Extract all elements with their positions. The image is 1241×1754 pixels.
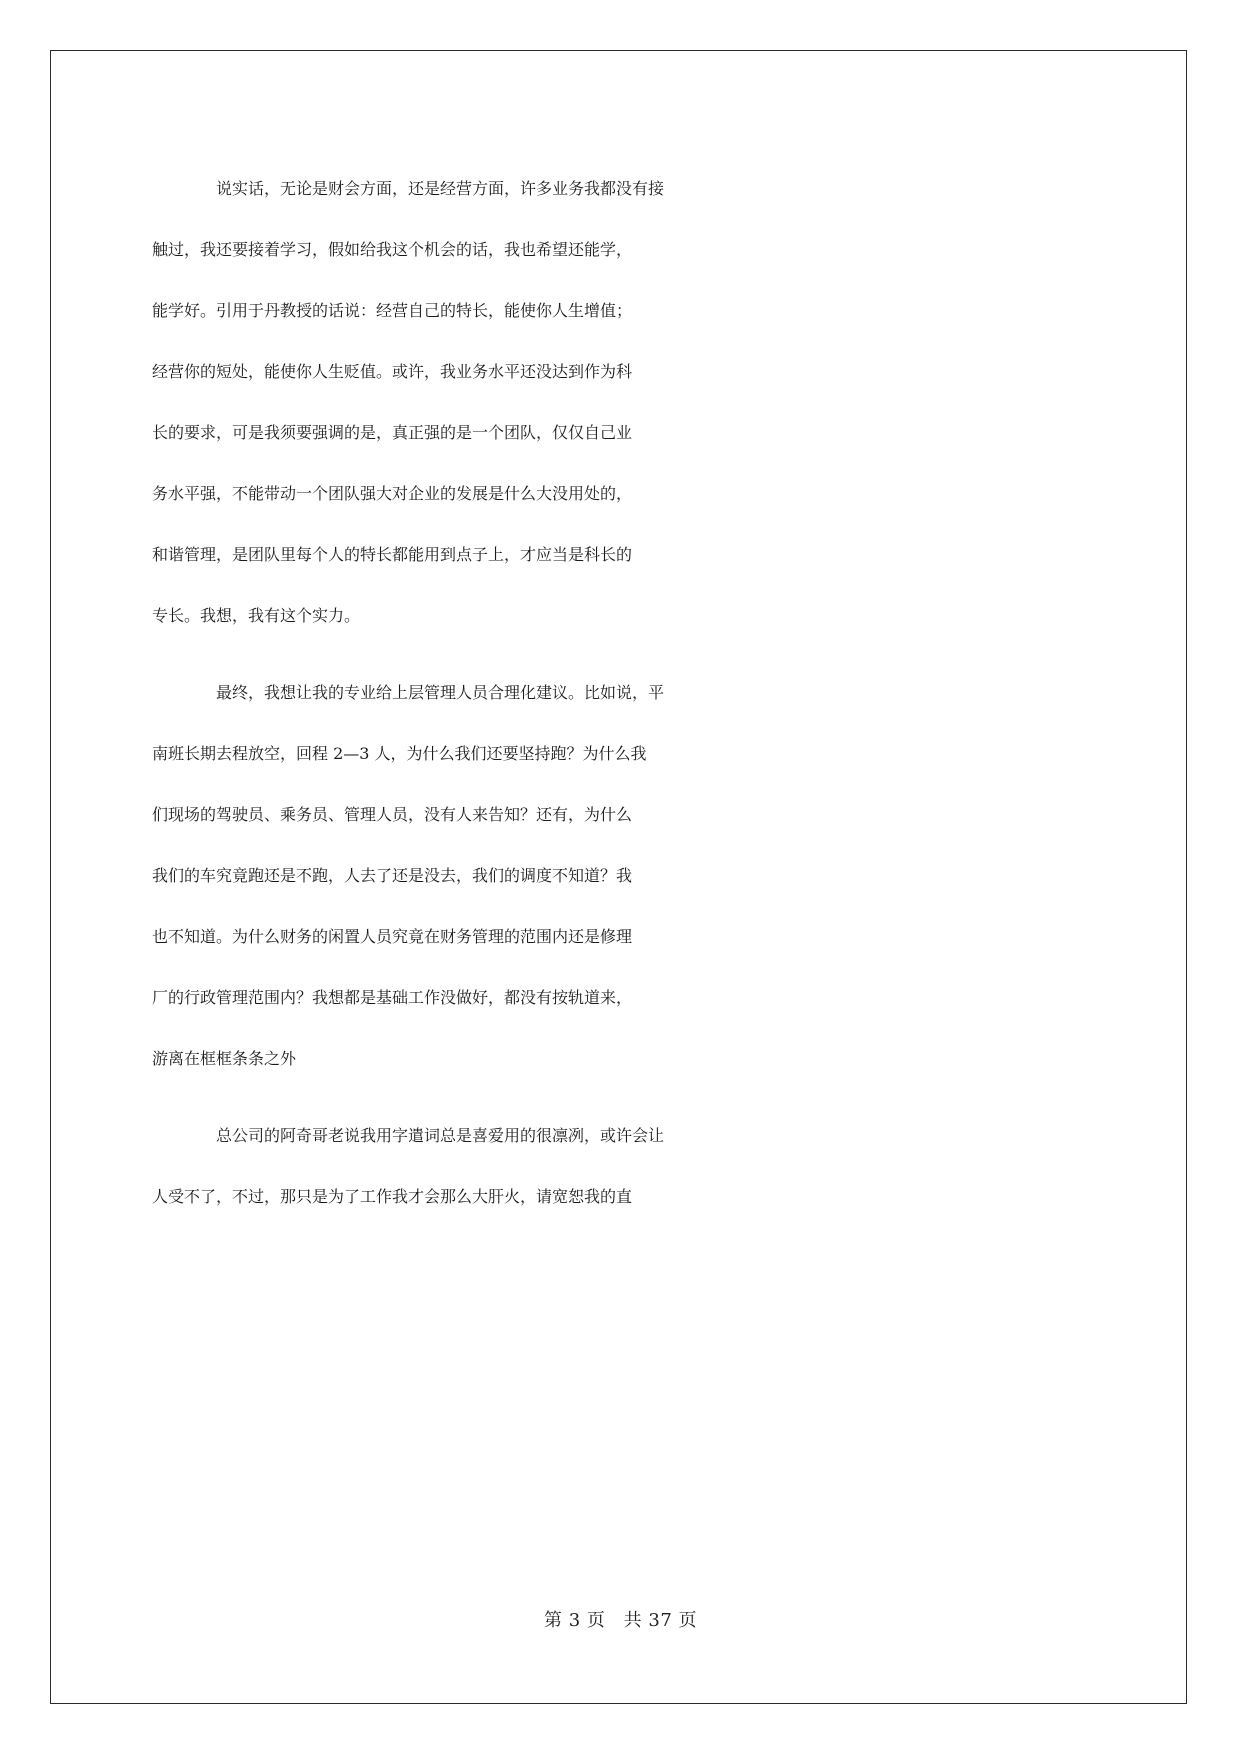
paragraph-gap bbox=[152, 646, 1092, 662]
text-line: 最终，我想让我的专业给上层管理人员合理化建议。比如说，平 bbox=[216, 683, 665, 702]
page-total: 共 37 页 bbox=[623, 1610, 697, 1631]
text-line: 厂的行政管理范围内？我想都是基础工作没做好，都没有按轨道来， bbox=[152, 988, 633, 1007]
text-line: 能学好。引用于丹教授的话说：经营自己的特长，能使你人生增值； bbox=[152, 301, 633, 320]
text-line: 人受不了，不过，那只是为了工作我才会那么大肝火，请宽恕我的直 bbox=[152, 1187, 633, 1206]
text-line: 长的要求，可是我须要强调的是，真正强的是一个团队，仅仅自己业 bbox=[152, 423, 633, 442]
text-line: 经营你的短处，能使你人生贬值。或许，我业务水平还没达到作为科 bbox=[152, 362, 633, 381]
text-line: 专长。我想，我有这个实力。 bbox=[152, 606, 361, 625]
paragraph-gap bbox=[152, 1089, 1092, 1105]
text-line: 们现场的驾驶员、乘务员、管理人员，没有人来告知？还有，为什么 bbox=[152, 805, 633, 824]
text-line: 务水平强，不能带动一个团队强大对企业的发展是什么大没用处的， bbox=[152, 484, 633, 503]
text-line: 和谐管理，是团队里每个人的特长都能用到点子上，才应当是科长的 bbox=[152, 545, 633, 564]
text-line: 也不知道。为什么财务的闲置人员究竟在财务管理的范围内还是修理 bbox=[152, 927, 633, 946]
text-line: 总公司的阿奇哥老说我用字遣词总是喜爱用的很凛冽，或许会让 bbox=[216, 1126, 665, 1145]
paragraph-3 bbox=[152, 1105, 1092, 1227]
page-number: 第 3 页 bbox=[544, 1610, 606, 1631]
text-line: 我们的车究竟跑还是不跑，人去了还是没去，我们的调度不知道？我 bbox=[152, 866, 633, 885]
text-line: 南班长期去程放空，回程 2—3 人，为什么我们还要坚持跑？为什么我 bbox=[152, 744, 647, 763]
text-line: 说实话，无论是财会方面，还是经营方面，许多业务我都没有接 bbox=[216, 179, 665, 198]
text-line: 触过，我还要接着学习，假如给我这个机会的话，我也希望还能学， bbox=[152, 240, 633, 259]
text-line: 游离在框框条条之外 bbox=[152, 1049, 297, 1068]
document-body bbox=[152, 158, 1092, 1227]
page-footer bbox=[0, 1606, 1241, 1632]
paragraph-1 bbox=[152, 158, 1092, 646]
paragraph-2 bbox=[152, 662, 1092, 1089]
